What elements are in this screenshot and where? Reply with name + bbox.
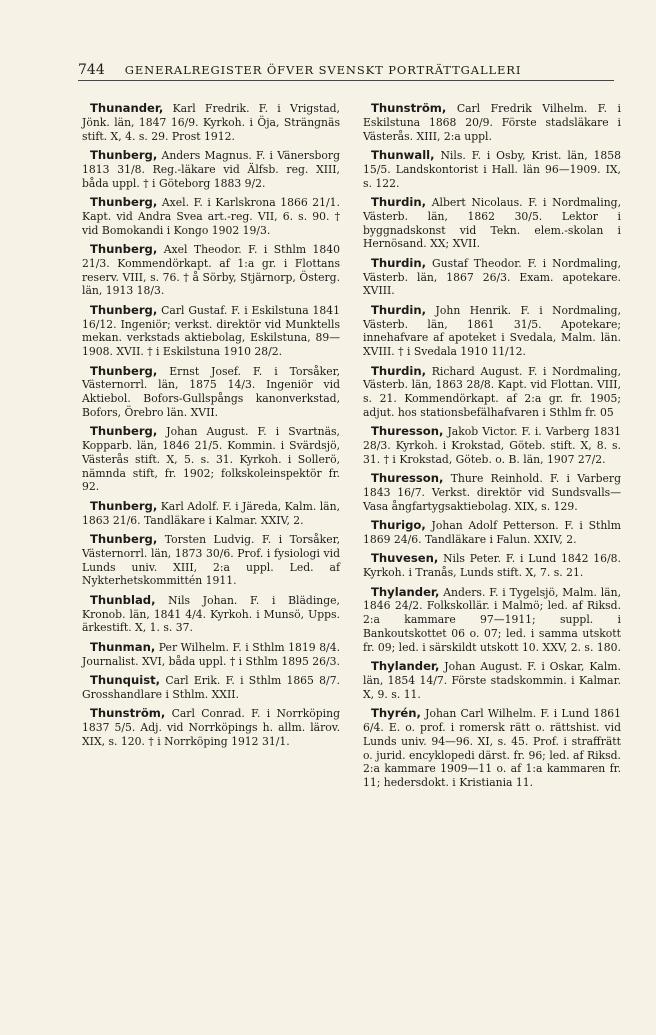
entry-text: Anders Magnus. F. i Vänersborg 1813 31/8. Reg.-läkare vid Älfsb. reg. XIII, båda uppl. † i Göteborg 1883 9/2. — [82, 148, 340, 190]
register-entry — [361, 304, 621, 359]
entry-text: Nils. F. i Osby, Krist. län, 1858 15/5. Landskontorist i Hall. län 96—1909. IX, s. 122. — [363, 148, 621, 190]
register-entry — [361, 365, 621, 420]
entry-name: Thunberg, — [90, 147, 158, 162]
entry-name: Thunblad, — [90, 592, 156, 607]
entry-text: Gustaf Theodor. F. i Nordmaling, Västerb. län, 1867 26/3. Exam. apotekare. XVIII. — [363, 256, 622, 298]
register-entry — [361, 552, 621, 580]
register-entry — [361, 707, 621, 790]
entry-name: Thuvesen, — [371, 551, 439, 566]
register-entry — [80, 533, 340, 588]
register-entry — [80, 102, 340, 143]
entry-name: Thunman, — [90, 639, 156, 654]
register-entry — [361, 257, 621, 298]
register-entry — [361, 472, 621, 513]
register-entry — [361, 149, 621, 190]
entry-text: Axel. F. i Karlskrona 1866 21/1. Kapt. vid Andra Svea art.-reg. VII, 6. s. 90. † vid Bomokandi i Kongo 1902 19/3. — [82, 195, 340, 237]
entry-name: Thurdin, — [371, 194, 427, 209]
entry-name: Thunberg, — [90, 498, 158, 513]
entry-name: Thuresson, — [371, 424, 444, 439]
page-number: 744 — [78, 62, 105, 78]
entry-name: Thurdin, — [371, 363, 427, 378]
entry-text: Karl Fredrik. F. i Vrigstad, Jönk. län, 1847 16/9. Kyrkoh. i Öja, Strängnäs stift. X, 4. s. 29. Prost 1912. — [82, 102, 340, 143]
entry-text: Anders. F. i Tygelsjö, Malm. län, 1846 24/2. Folkskollär. i Malmö; led. af Riksd. 2:a kammare 97—1911; suppl. i Bankoutskottet 06 o. 07; led. i samma utskott fr. 09; led. i särskildt utskott 10. XXV, 2. s. 180. — [363, 585, 622, 654]
entry-name: Thunberg, — [90, 363, 158, 378]
entry-text: Albert Nicolaus. F. i Nordmaling, Västerb. län, 1862 30/5. Lektor i byggnadskonst vid Tekn. elem.-skolan i Hernösand. XX; XVII. — [363, 195, 621, 251]
register-entry — [80, 594, 340, 635]
entry-text: Karl Adolf. F. i Järeda, Kalm. län, 1863 21/6. Tandläkare i Kalmar. XXIV, 2. — [82, 499, 341, 527]
entry-name: Thunquist, — [90, 673, 161, 688]
entry-text: Nils Peter. F. i Lund 1842 16/8. Kyrkoh. i Tranås, Lunds stift. X, 7. s. 21. — [363, 552, 621, 580]
entry-name: Thyrén, — [371, 706, 421, 721]
entry-text: Ernst Josef. F. i Torsåker, Västernorrl. län, 1875 14/3. Ingeniör vid Aktiebol. Bofors-Gullspångs kanonverkstad, Bofors, Örebro län. XVII. — [82, 364, 340, 419]
register-entry — [361, 660, 621, 701]
entry-name: Thunberg, — [90, 424, 158, 439]
entry-name: Thylander, — [371, 659, 440, 674]
entry-text: Nils Johan. F. i Blädinge, Kronob. län, 1841 4/4. Kyrkoh. i Munsö, Upps. ärkestift. X, 1. s. 37. — [82, 593, 340, 635]
register-entry — [80, 425, 340, 494]
entry-text: Johan Adolf Petterson. F. i Sthlm 1869 24/6. Tandläkare i Falun. XXIV, 2. — [363, 519, 621, 547]
entry-text: Johan August. F. i Oskar, Kalm. län, 1854 14/7. Förste stadskommin. i Kalmar. X, 9. s. 11. — [363, 660, 621, 701]
left-column — [80, 102, 340, 796]
page-header — [78, 62, 614, 81]
entry-text: Torsten Ludvig. F. i Torsåker, Västernorrl. län, 1873 30/6. Prof. i fysiologi vid Lunds univ. XIII, 2:a uppl. Led. af Nykterhetskommittén 1911. — [82, 533, 340, 588]
entry-text: Per Wilhelm. F. i Sthlm 1819 8/4. Journalist. XVI, båda uppl. † i Sthlm 1895 26/3. — [82, 640, 340, 668]
entry-name: Thurigo, — [371, 518, 426, 533]
entry-text: Axel Theodor. F. i Sthlm 1840 21/3. Kommendörkapt. af 1:a gr. i Flottans reserv. VIII, s. 76. † å Sörby, Stjärnorp, Österg. län, 1913 18/3. — [82, 242, 340, 298]
entry-text: John Henrik. F. i Nordmaling, Västerb. län, 1861 31/5. Apotekare; innehafvare af apoteket i Svedala, Malm. län. XVIII. † i Svedala 1910 11/12. — [363, 303, 621, 359]
register-entry — [361, 196, 621, 251]
entry-text: Richard August. F. i Nordmaling, Västerb. län, 1863 28/8. Kapt. vid Flottan. VIII, s. 21. Kommendörkapt. af 2:a gr. fr. 1905; adjut. hos stationsbefälhafvaren i Sthlm fr. 05 — [363, 364, 622, 419]
register-columns — [80, 102, 621, 796]
entry-name: Thunberg, — [90, 194, 158, 209]
register-entry — [80, 149, 340, 190]
entry-name: Thunberg, — [90, 241, 158, 256]
entry-name: Thuresson, — [371, 471, 444, 486]
entry-name: Thunberg, — [90, 302, 158, 317]
register-entry — [80, 304, 340, 359]
entry-name: Thunwall, — [371, 147, 435, 162]
entry-name: Thunberg, — [90, 532, 158, 547]
entry-text: Carl Conrad. F. i Norrköping 1837 5/5. Adj. vid Norrköpings h. allm. lärov. XIX, s. 120. † i Norrköping 1912 31/1. — [82, 707, 341, 748]
register-entry — [80, 641, 340, 669]
entry-name: Thunander, — [90, 101, 164, 115]
register-entry — [361, 586, 621, 655]
entry-text: Thure Reinhold. F. i Varberg 1843 16/7. Verkst. direktör vid Sundsvalls—Vasa ångfartygsaktiebolag. XIX, s. 129. — [363, 472, 621, 513]
register-entry — [80, 243, 340, 298]
entry-name: Thurdin, — [371, 302, 427, 317]
register-entry — [361, 102, 621, 143]
entry-text: Jakob Victor. F. i. Varberg 1831 28/3. Kyrkoh. i Krokstad, Göteb. stift. X, 8. s. 31. † i Krokstad, Göteb. o. B. län, 1907 27/2. — [363, 425, 621, 466]
entry-text: Carl Fredrik Vilhelm. F. i Eskilstuna 1868 20/9. Förste stadsläkare i Västerås. XIII, 2:a uppl. — [363, 102, 622, 143]
entry-name: Thunström, — [90, 706, 166, 721]
register-entry — [80, 500, 340, 528]
register-entry — [361, 519, 621, 547]
register-entry — [80, 674, 340, 702]
entry-name: Thunström, — [371, 101, 447, 115]
register-entry — [361, 425, 621, 466]
register-entry — [80, 196, 340, 237]
entry-name: Thurdin, — [371, 255, 427, 270]
running-title: GENERALREGISTER ÖFVER SVENSKT PORTRÄTTGALLERI — [124, 63, 522, 77]
register-entry — [80, 365, 340, 420]
entry-name: Thylander, — [371, 584, 440, 599]
right-column — [361, 102, 621, 796]
register-entry — [80, 707, 340, 748]
entry-text: Carl Erik. F. i Sthlm 1865 8/7. Grosshandlare i Sthlm. XXII. — [82, 674, 340, 701]
entry-text: Johan August. F. i Svartnäs, Kopparb. län, 1846 21/5. Kommin. i Svärdsjö, Västerås stift. X, 5. s. 31. Kyrkoh. i Sollerö, nämnda stift, fr. 1902; folkskoleinspektör fr. 92. — [82, 425, 340, 494]
entry-text: Johan Carl Wilhelm. F. i Lund 1861 6/4. E. o. prof. i romersk rätt o. rättshist. vid Lunds univ. 94—96. XI, s. 45. Prof. i straffrätt o. jurid. encyklopedi därst. fr. 96; led. af Riksd. 2:a kammare 1909—11 o. af 1:a kammaren fr. 11; hedersdokt. i Kristiania 11. — [363, 707, 621, 790]
entry-text: Carl Gustaf. F. i Eskilstuna 1841 16/12. Ingeniör; verkst. direktör vid Munktells mekan. verkstads aktiebolag, Eskilstuna, 89—1908. XVII. † i Eskilstuna 1910 28/2. — [82, 303, 340, 359]
